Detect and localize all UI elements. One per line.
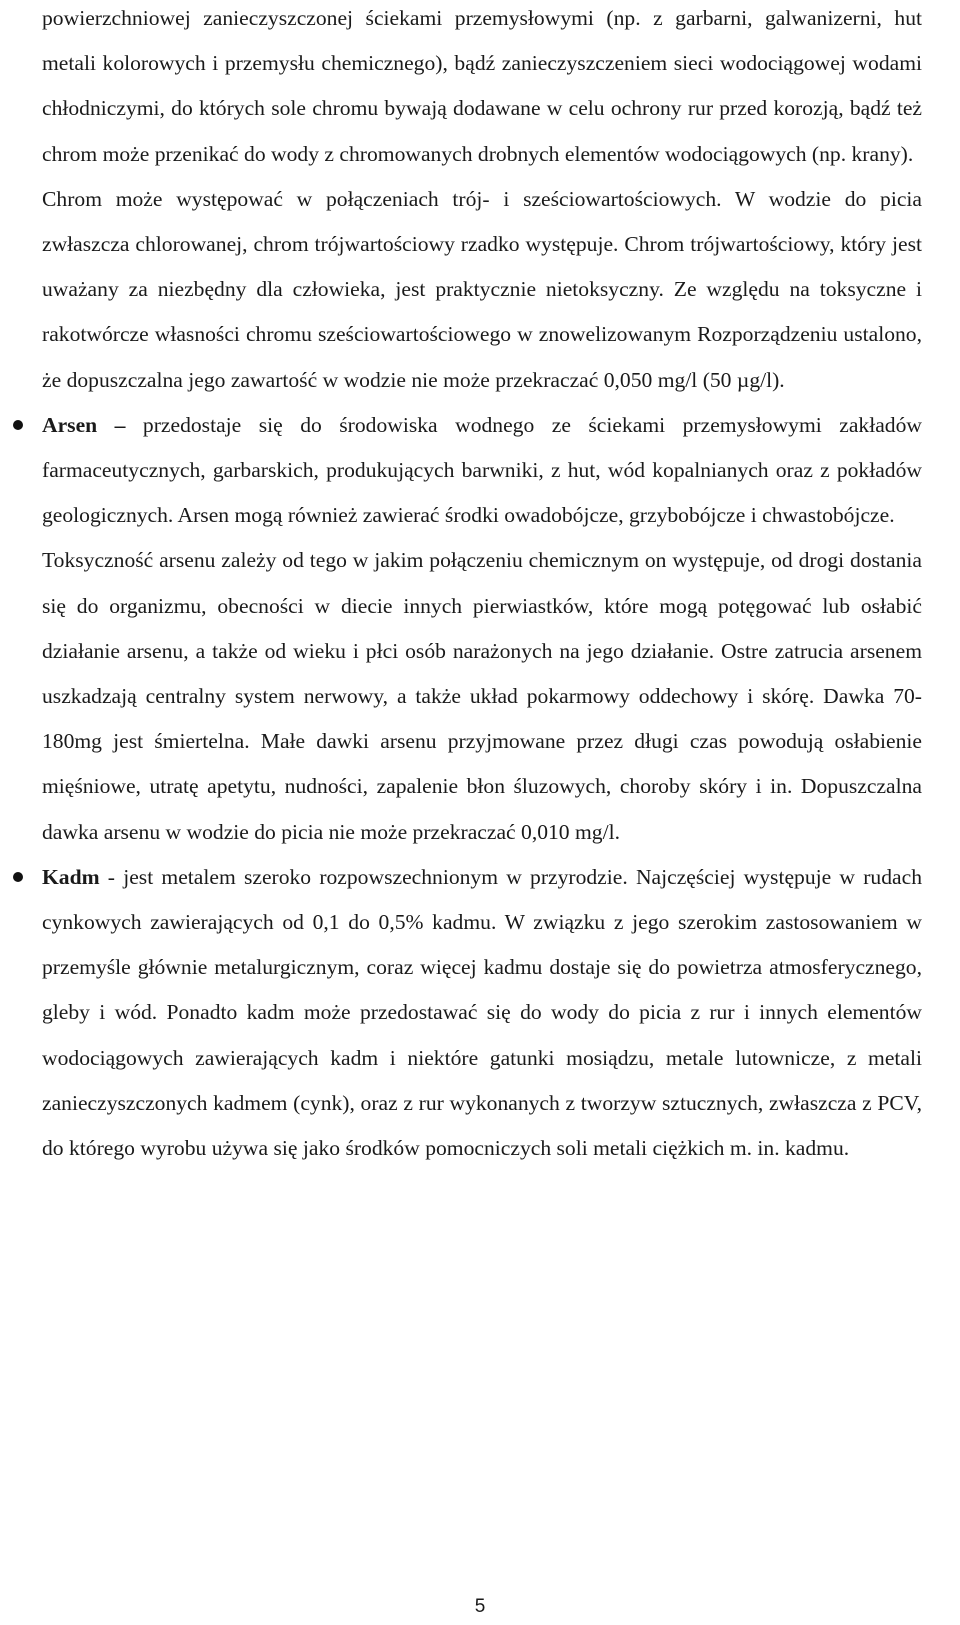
paragraph-arsen-toxicity: Toksyczność arsenu zależy od tego w jakim połączeniu chemicznym on występuje, od drogi dostania się do organizmu, obecności w diecie innych pierwiastków, które mogą potęgować lub osłabić działanie arsenu, a także od wieku i płci osób narażonych na jego działanie. Ostre zatrucia arsenem uszkadzają centralny system nerwowy, a także układ pokarmowy oddechowy i skórę. Dawka 70-180mg jest śmiertelna. Małe dawki arsenu przyjmowane przez długi czas powodują osłabienie mięśniowe, utratę apetytu, nudności, zapalenie błon śluzowych, choroby skóry i in. Dopuszczalna dawka arsenu w wodzie do picia nie może przekraczać 0,010 mg/l.	[42, 548, 922, 844]
term-arsen: Arsen –	[42, 412, 126, 437]
bullet-icon	[12, 855, 24, 900]
paragraph-arsen-sources	[42, 403, 922, 539]
bullet-icon	[12, 403, 24, 448]
arsen-description: przedostaje się do środowiska wodnego ze ściekami przemysłowymi zakładów farmaceutycznych, garbarskich, produkujących barwniki, z hut, wód kopalnianych oraz z pokładów geologicznych. Arsen mogą również zawierać środki owadobójcze, grzybobójcze i chwastobójcze.	[42, 412, 922, 528]
kadm-description: - jest metalem szeroko rozpowszechnionym w przyrodzie. Najczęściej występuje w rudach cynkowych zawierających od 0,1 do 0,5% kadmu. W związku z jego szerokim zastosowaniem w przemyśle głównie metalurgicznym, coraz więcej kadmu dostaje się do powietrza atmosferycznego, gleby i wód. Ponadto kadm może przedostawać się do wody do picia z rur i innych elementów wodociągowych zawierających kadm i niektóre gatunki mosiądzu, metale lutownicze, z metali zanieczyszczonych kadmem (cynk), oraz z rur wykonanych z tworzyw sztucznych, zwłaszcza z PCV, do którego wyrobu używa się jako środków pomocniczych soli metali ciężkich m. in. kadmu.	[42, 864, 922, 1161]
paragraph-chromium-valence: Chrom może występować w połączeniach trój- i sześciowartościowych. W wodzie do picia zwłaszcza chlorowanej, chrom trójwartościowy rzadko występuje. Chrom trójwartościowy, który jest uważany za niezbędny dla człowieka, jest praktycznie nietoksyczny. Ze względu na toksyczne i rakotwórcze własności chromu sześciowartościowego w znowelizowanym Rozporządzeniu ustalono, że dopuszczalna jego zawartość w wodzie nie może przekraczać 0,050 mg/l (50 µg/l).	[42, 186, 922, 392]
paragraph-kadm	[42, 855, 922, 1171]
paragraph-chromium-sources: powierzchniowej zanieczyszczonej ściekami przemysłowymi (np. z garbarni, galwanizerni, hut metali kolorowych i przemysłu chemicznego), bądź zanieczyszczeniem sieci wodociągowej wodami chłodniczymi, do których sole chromu bywają dodawane w celu ochrony rur przed korozją, bądź też chrom może przenikać do wody z chromowanych drobnych elementów wodociągowych (np. krany).	[42, 6, 922, 166]
document-body	[42, 0, 922, 1171]
term-kadm: Kadm	[42, 864, 100, 889]
list-item-kadm	[42, 855, 922, 1171]
list-item-arsen	[42, 403, 922, 539]
page-number: 5	[474, 1596, 486, 1617]
